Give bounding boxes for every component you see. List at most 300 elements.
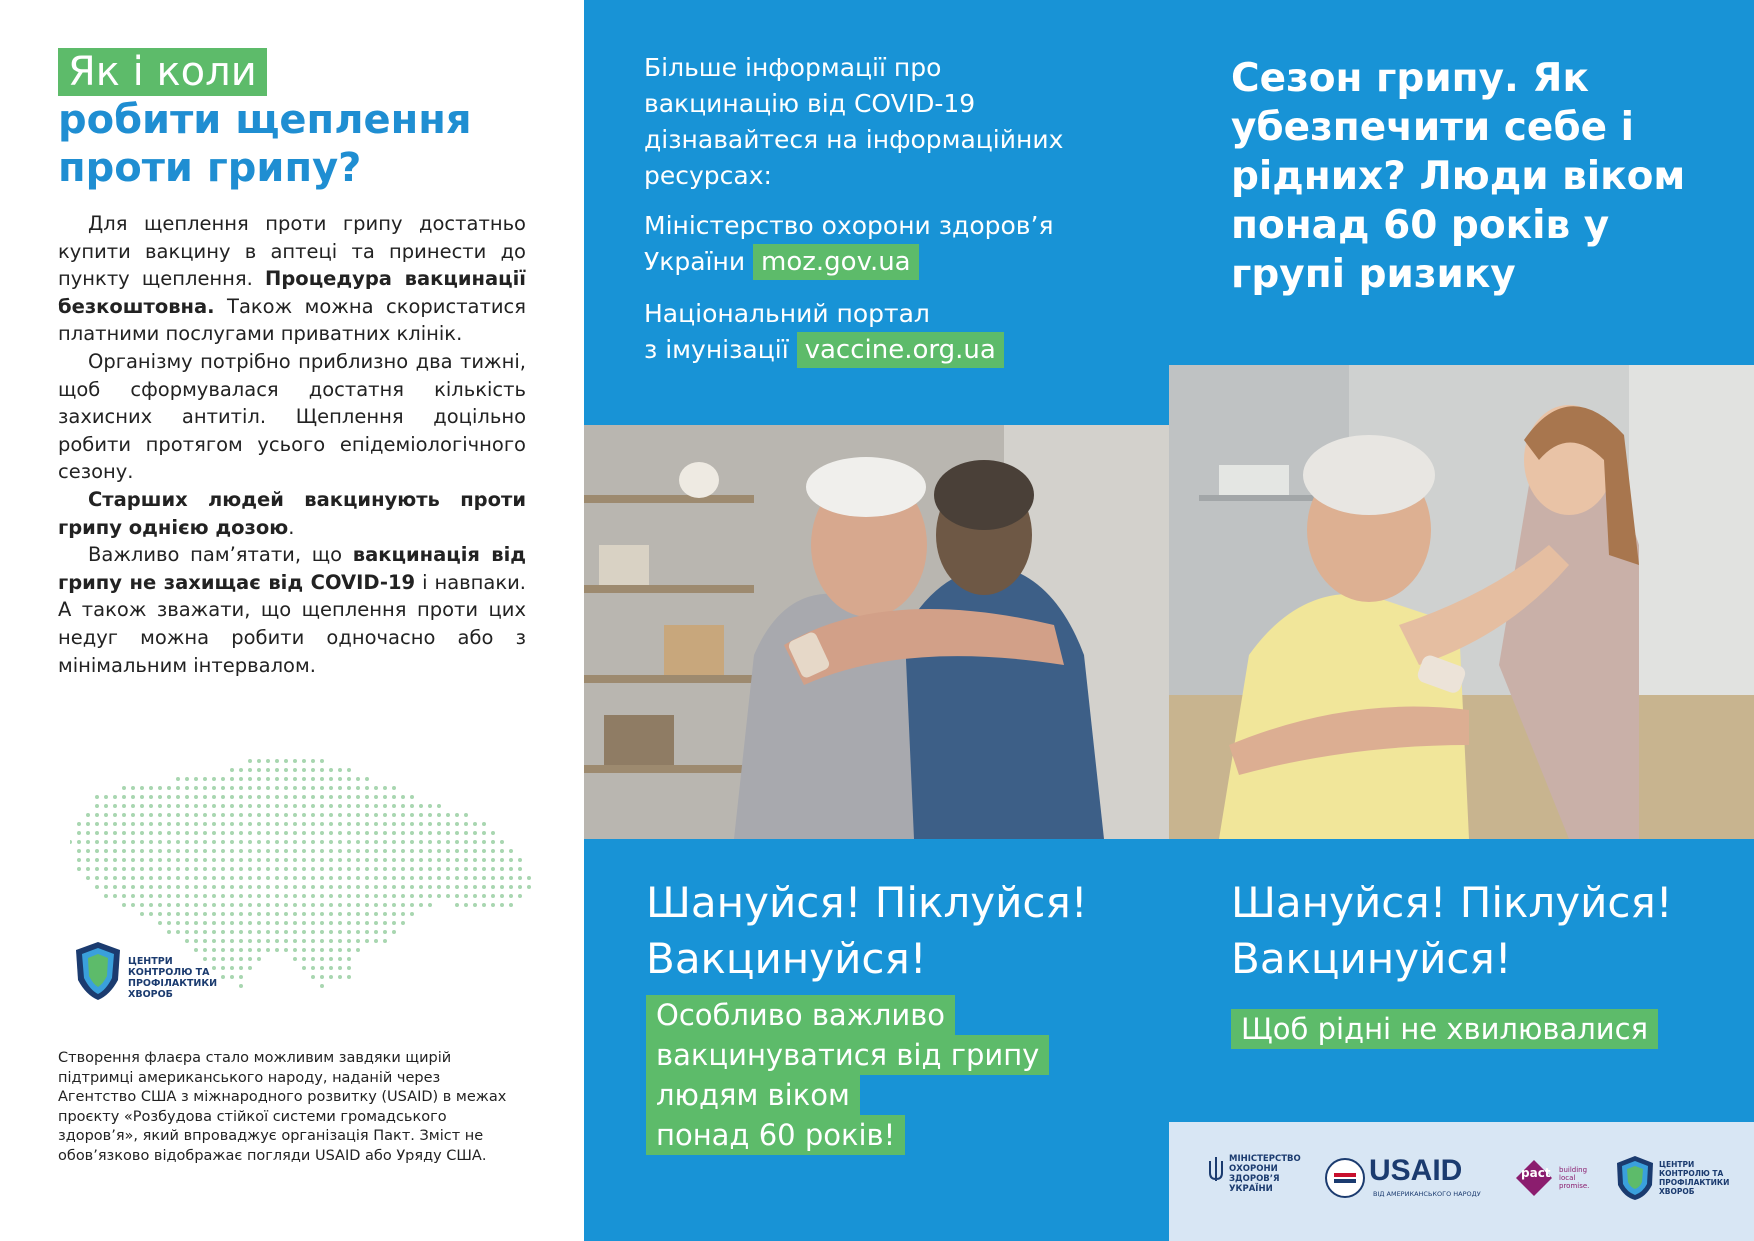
map-dot — [365, 786, 369, 790]
map-dot — [356, 777, 360, 781]
map-dot — [275, 885, 279, 889]
map-dot — [311, 849, 315, 853]
map-dot — [428, 831, 432, 835]
map-dot — [293, 768, 297, 772]
map-dot — [113, 885, 117, 889]
map-dot — [302, 939, 306, 943]
map-dot — [401, 858, 405, 862]
map-dot — [257, 795, 261, 799]
map-dot — [365, 795, 369, 799]
map-dot — [140, 903, 144, 907]
moz-resource: Міністерство охорони здоров’я України moz.gov.ua — [644, 208, 1054, 280]
map-dot — [401, 804, 405, 808]
map-dot — [419, 813, 423, 817]
map-dot — [248, 921, 252, 925]
map-dot — [95, 840, 99, 844]
map-dot — [365, 849, 369, 853]
map-dot — [518, 858, 522, 862]
paragraph-3: Старших людей вакцинують проти грипу однією дозою. — [58, 487, 526, 539]
map-dot — [230, 795, 234, 799]
map-dot — [230, 885, 234, 889]
map-dot — [167, 885, 171, 889]
map-dot — [473, 867, 477, 871]
map-dot — [455, 903, 459, 907]
map-dot — [95, 831, 99, 835]
map-dot — [239, 849, 243, 853]
map-dot — [248, 849, 252, 853]
map-dot — [437, 804, 441, 808]
map-dot — [311, 840, 315, 844]
map-dot — [176, 894, 180, 898]
pact-logo-text: pact — [1521, 1166, 1551, 1180]
map-dot — [356, 840, 360, 844]
map-dot — [500, 858, 504, 862]
map-dot — [320, 885, 324, 889]
map-dot — [203, 777, 207, 781]
map-dot — [311, 885, 315, 889]
map-dot — [95, 795, 99, 799]
map-dot — [230, 894, 234, 898]
map-dot — [257, 840, 261, 844]
map-dot — [248, 966, 252, 970]
map-dot — [311, 966, 315, 970]
map-dot — [266, 858, 270, 862]
map-dot — [176, 921, 180, 925]
map-dot — [185, 777, 189, 781]
map-dot — [320, 894, 324, 898]
map-dot — [284, 894, 288, 898]
map-dot — [311, 930, 315, 934]
map-dot — [275, 858, 279, 862]
map-dot — [194, 885, 198, 889]
map-dot — [464, 858, 468, 862]
map-dot — [464, 894, 468, 898]
usaid-seal-icon — [1325, 1158, 1365, 1198]
map-dot — [149, 912, 153, 916]
map-dot — [230, 804, 234, 808]
map-dot — [329, 831, 333, 835]
map-dot — [320, 921, 324, 925]
map-dot — [428, 804, 432, 808]
vaccine-link[interactable]: vaccine.org.ua — [797, 332, 1004, 368]
map-dot — [365, 831, 369, 835]
map-dot — [293, 777, 297, 781]
map-dot — [284, 768, 288, 772]
map-dot — [239, 885, 243, 889]
map-dot — [275, 795, 279, 799]
map-dot — [482, 840, 486, 844]
map-dot — [428, 858, 432, 862]
map-dot — [158, 813, 162, 817]
map-dot — [464, 840, 468, 844]
map-dot — [176, 777, 180, 781]
map-dot — [248, 786, 252, 790]
map-dot — [401, 876, 405, 880]
map-dot — [320, 822, 324, 826]
footnote: Створення флаєра стало можливим завдяки щирій підтримці американського народу, наданій через Агентство США з міжнародного розвитку (USAID) в межах проєкту «Розбудова стійкої системи громадського здоров’я», який впроваджує організація Пакт. Зміст не обов’язково відображає погляди USAID або Уряду США. — [58, 1050, 507, 1164]
map-dot — [455, 894, 459, 898]
map-dot — [221, 867, 225, 871]
map-dot — [158, 831, 162, 835]
map-dot — [428, 867, 432, 871]
map-dot — [86, 822, 90, 826]
map-dot — [122, 822, 126, 826]
cdc-logo-text: ЦЕНТРИ КОНТРОЛЮ ТА ПРОФІЛАКТИКИ ХВОРОБ — [128, 956, 218, 1000]
map-dot — [185, 876, 189, 880]
map-dot — [149, 885, 153, 889]
map-dot — [257, 777, 261, 781]
map-dot — [194, 903, 198, 907]
map-dot — [221, 948, 225, 952]
map-dot — [266, 912, 270, 916]
map-dot — [230, 930, 234, 934]
map-dot — [329, 867, 333, 871]
map-dot — [284, 858, 288, 862]
map-dot — [230, 849, 234, 853]
map-dot — [482, 876, 486, 880]
right-slogan: Шануйся! Піклуйся! Вакцинуйся! — [1231, 878, 1673, 983]
map-dot — [320, 984, 324, 988]
map-dot — [284, 831, 288, 835]
map-dot — [113, 876, 117, 880]
map-dot — [500, 867, 504, 871]
map-dot — [212, 885, 216, 889]
map-dot — [194, 876, 198, 880]
map-dot — [437, 885, 441, 889]
map-dot — [203, 903, 207, 907]
paragraph-2: Організму потрібно приблизно два тижні, щоб сформувалася достатня кількість захисних антитіл. Щеплення доцільно робити протягом усього епідеміологічного сезону. — [58, 349, 526, 484]
map-dot — [140, 795, 144, 799]
map-dot — [320, 867, 324, 871]
map-dot — [194, 822, 198, 826]
map-dot — [410, 849, 414, 853]
map-dot — [194, 867, 198, 871]
map-dot — [347, 849, 351, 853]
map-dot — [230, 966, 234, 970]
pact-tagline: building local promise. — [1559, 1166, 1590, 1190]
map-dot — [158, 903, 162, 907]
map-dot — [311, 939, 315, 943]
map-dot — [284, 795, 288, 799]
map-dot — [383, 921, 387, 925]
map-dot — [194, 858, 198, 862]
map-dot — [365, 813, 369, 817]
map-dot — [383, 939, 387, 943]
map-dot — [230, 867, 234, 871]
right-heading: Сезон грипу. Як убезпечити себе і рідних? Люди віком понад 60 років у групі ризику — [1231, 56, 1686, 297]
map-dot — [428, 840, 432, 844]
map-dot — [122, 903, 126, 907]
map-dot — [275, 768, 279, 772]
map-dot — [320, 876, 324, 880]
map-dot — [167, 930, 171, 934]
map-dot — [338, 957, 342, 961]
map-dot — [338, 786, 342, 790]
map-dot — [347, 813, 351, 817]
map-dot — [302, 876, 306, 880]
map-dot — [473, 858, 477, 862]
map-dot — [302, 786, 306, 790]
map-dot — [248, 831, 252, 835]
map-dot — [149, 867, 153, 871]
map-dot — [95, 822, 99, 826]
map-dot — [221, 912, 225, 916]
map-dot — [212, 804, 216, 808]
map-dot — [113, 795, 117, 799]
map-dot — [329, 795, 333, 799]
map-dot — [257, 930, 261, 934]
map-dot — [410, 813, 414, 817]
map-dot — [185, 840, 189, 844]
map-dot — [167, 795, 171, 799]
map-dot — [302, 795, 306, 799]
map-dot — [455, 840, 459, 844]
map-dot — [284, 948, 288, 952]
map-dot — [158, 849, 162, 853]
map-dot — [302, 813, 306, 817]
map-dot — [410, 795, 414, 799]
map-dot — [104, 795, 108, 799]
map-dot — [329, 822, 333, 826]
map-dot — [302, 885, 306, 889]
map-dot — [70, 840, 72, 844]
map-dot — [401, 795, 405, 799]
map-dot — [455, 885, 459, 889]
map-dot — [437, 867, 441, 871]
map-dot — [311, 876, 315, 880]
map-dot — [95, 813, 99, 817]
map-dot — [275, 921, 279, 925]
map-dot — [113, 840, 117, 844]
map-dot — [356, 849, 360, 853]
map-dot — [167, 822, 171, 826]
map-dot — [266, 876, 270, 880]
map-dot — [356, 921, 360, 925]
map-dot — [221, 813, 225, 817]
map-dot — [275, 786, 279, 790]
map-dot — [284, 777, 288, 781]
map-dot — [131, 894, 135, 898]
map-dot — [149, 858, 153, 862]
map-dot — [401, 912, 405, 916]
map-dot — [329, 876, 333, 880]
map-dot — [257, 921, 261, 925]
map-dot — [365, 840, 369, 844]
map-dot — [419, 858, 423, 862]
map-dot — [248, 813, 252, 817]
map-dot — [374, 885, 378, 889]
map-dot — [275, 912, 279, 916]
map-dot — [491, 894, 495, 898]
map-dot — [392, 867, 396, 871]
map-dot — [131, 786, 135, 790]
map-dot — [320, 813, 324, 817]
map-dot — [239, 975, 243, 979]
map-dot — [140, 876, 144, 880]
map-dot — [86, 876, 90, 880]
map-dot — [311, 777, 315, 781]
map-dot — [221, 804, 225, 808]
map-dot — [446, 831, 450, 835]
map-dot — [356, 903, 360, 907]
map-dot — [95, 849, 99, 853]
map-dot — [302, 804, 306, 808]
map-dot — [167, 804, 171, 808]
map-dot — [482, 894, 486, 898]
map-dot — [185, 831, 189, 835]
map-dot — [104, 822, 108, 826]
map-dot — [464, 876, 468, 880]
map-dot — [176, 876, 180, 880]
map-dot — [113, 822, 117, 826]
map-dot — [158, 912, 162, 916]
map-dot — [284, 759, 288, 763]
map-dot — [338, 939, 342, 943]
map-dot — [257, 912, 261, 916]
map-dot — [230, 876, 234, 880]
map-dot — [518, 885, 522, 889]
map-dot — [104, 849, 108, 853]
map-dot — [104, 840, 108, 844]
map-dot — [356, 831, 360, 835]
map-dot — [212, 813, 216, 817]
map-dot — [122, 849, 126, 853]
map-dot — [374, 867, 378, 871]
map-dot — [383, 831, 387, 835]
map-dot — [446, 858, 450, 862]
map-dot — [329, 939, 333, 943]
map-dot — [401, 903, 405, 907]
map-dot — [257, 894, 261, 898]
map-dot — [302, 858, 306, 862]
map-dot — [221, 930, 225, 934]
map-dot — [203, 831, 207, 835]
map-dot — [320, 939, 324, 943]
map-dot — [212, 903, 216, 907]
map-dot — [500, 849, 504, 853]
map-dot — [257, 867, 261, 871]
map-dot — [221, 786, 225, 790]
map-dot — [185, 912, 189, 916]
moz-link[interactable]: moz.gov.ua — [753, 244, 919, 280]
map-dot — [419, 885, 423, 889]
map-dot — [518, 867, 522, 871]
map-dot — [419, 822, 423, 826]
map-dot — [230, 777, 234, 781]
map-dot — [338, 804, 342, 808]
map-dot — [131, 804, 135, 808]
map-dot — [311, 858, 315, 862]
left-heading — [58, 48, 472, 192]
map-dot — [239, 984, 243, 988]
map-dot — [203, 786, 207, 790]
map-dot — [392, 840, 396, 844]
map-dot — [356, 822, 360, 826]
map-dot — [257, 948, 261, 952]
map-dot — [491, 876, 495, 880]
map-dot — [158, 840, 162, 844]
map-dot — [410, 804, 414, 808]
map-dot — [113, 867, 117, 871]
map-dot — [338, 840, 342, 844]
map-dot — [482, 903, 486, 907]
map-dot — [266, 768, 270, 772]
map-dot — [410, 867, 414, 871]
map-dot — [428, 822, 432, 826]
map-dot — [338, 777, 342, 781]
map-dot — [230, 786, 234, 790]
map-dot — [212, 795, 216, 799]
map-dot — [383, 894, 387, 898]
map-dot — [266, 867, 270, 871]
map-dot — [140, 912, 144, 916]
map-dot — [464, 813, 468, 817]
map-dot — [149, 795, 153, 799]
map-dot — [401, 885, 405, 889]
map-dot — [194, 804, 198, 808]
map-dot — [293, 822, 297, 826]
map-dot — [311, 894, 315, 898]
map-dot — [347, 885, 351, 889]
map-dot — [401, 921, 405, 925]
map-dot — [311, 813, 315, 817]
map-dot — [329, 786, 333, 790]
map-dot — [302, 822, 306, 826]
map-dot — [338, 795, 342, 799]
map-dot — [122, 867, 126, 871]
map-dot — [446, 840, 450, 844]
map-dot — [194, 831, 198, 835]
map-dot — [320, 948, 324, 952]
map-dot — [203, 795, 207, 799]
heading-line2: робити щеплення — [58, 97, 472, 143]
map-dot — [302, 831, 306, 835]
map-dot — [194, 786, 198, 790]
map-dot — [77, 849, 81, 853]
map-dot — [257, 939, 261, 943]
map-dot — [491, 840, 495, 844]
map-dot — [284, 849, 288, 853]
map-dot — [122, 795, 126, 799]
map-dot — [311, 795, 315, 799]
map-dot — [221, 858, 225, 862]
map-dot — [275, 813, 279, 817]
map-dot — [491, 831, 495, 835]
map-dot — [329, 804, 333, 808]
map-dot — [302, 849, 306, 853]
map-dot — [410, 912, 414, 916]
map-dot — [437, 822, 441, 826]
map-dot — [500, 885, 504, 889]
map-dot — [239, 894, 243, 898]
map-dot — [356, 813, 360, 817]
map-dot — [149, 894, 153, 898]
map-dot — [383, 867, 387, 871]
map-dot — [446, 885, 450, 889]
map-dot — [221, 921, 225, 925]
map-dot — [482, 885, 486, 889]
map-dot — [266, 822, 270, 826]
map-dot — [158, 921, 162, 925]
map-dot — [365, 777, 369, 781]
map-dot — [266, 804, 270, 808]
map-dot — [329, 930, 333, 934]
map-dot — [347, 831, 351, 835]
map-dot — [176, 831, 180, 835]
map-dot — [194, 894, 198, 898]
map-dot — [122, 894, 126, 898]
map-dot — [338, 966, 342, 970]
